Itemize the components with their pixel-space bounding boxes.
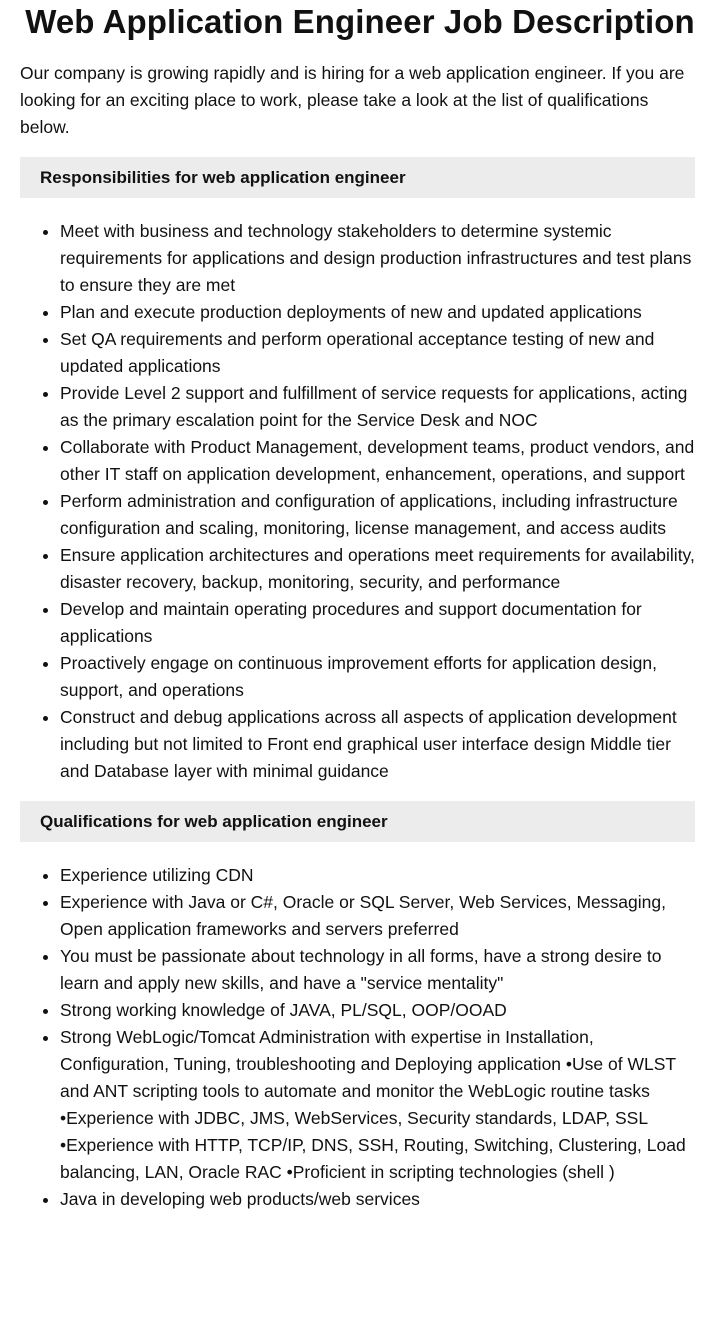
list-item: • Develop and maintain operating procedures and support documentation for applications xyxy=(60,596,700,650)
list-item: • Java in developing web products/web services xyxy=(60,1186,700,1213)
list-item: • Meet with business and technology stakeholders to determine systemic requirements for applications and design production infrastructures and test plans to ensure they are met xyxy=(60,218,700,299)
section-heading: Qualifications for web application engineer xyxy=(20,801,695,842)
list-item: • Plan and execute production deployments of new and updated applications xyxy=(60,299,700,326)
list-item: • Strong working knowledge of JAVA, PL/SQL, OOP/OOAD xyxy=(60,997,700,1024)
list-item: • Experience with Java or C#, Oracle or SQL Server, Web Services, Messaging, Open application frameworks and servers preferred xyxy=(60,889,700,943)
qualifications-section xyxy=(0,801,720,1213)
list-item: • Construct and debug applications across all aspects of application development including but not limited to Front end graphical user interface design Middle tier and Database layer with minimal guidance xyxy=(60,704,700,785)
list-item: • Experience utilizing CDN xyxy=(60,862,700,889)
list-item: • Strong WebLogic/Tomcat Administration with expertise in Installation, Configuration, Tuning, troubleshooting and Deploying application •Use of WLST and ANT scripting tools to automate and monitor the WebLogic routine tasks •Experience with JDBC, JMS, WebServices, Security standards, LDAP, SSL •Experience with HTTP, TCP/IP, DNS, SSH, Routing, Switching, Clustering, Load balancing, LAN, Oracle RAC •Proficient in scripting technologies (shell ) xyxy=(60,1024,700,1186)
responsibilities-list xyxy=(0,218,700,785)
responsibilities-section xyxy=(0,157,720,785)
qualifications-list xyxy=(0,862,700,1213)
list-item: • You must be passionate about technology in all forms, have a strong desire to learn and apply new skills, and have a "service mentality" xyxy=(60,943,700,997)
page-title: Web Application Engineer Job Description xyxy=(25,3,695,40)
list-item: • Provide Level 2 support and fulfillment of service requests for applications, acting as the primary escalation point for the Service Desk and NOC xyxy=(60,380,700,434)
intro-paragraph: Our company is growing rapidly and is hiring for a web application engineer. If you are looking for an exciting place to work, please take a look at the list of qualifications below. xyxy=(20,63,685,137)
list-item: • Perform administration and configuration of applications, including infrastructure configuration and scaling, monitoring, license management, and access audits xyxy=(60,488,700,542)
list-item: • Ensure application architectures and operations meet requirements for availability, disaster recovery, backup, monitoring, security, and performance xyxy=(60,542,700,596)
list-item: • Set QA requirements and perform operational acceptance testing of new and updated applications xyxy=(60,326,700,380)
section-heading: Responsibilities for web application engineer xyxy=(20,157,695,198)
list-item: • Collaborate with Product Management, development teams, product vendors, and other IT staff on application development, enhancement, operations, and support xyxy=(60,434,700,488)
list-item: • Proactively engage on continuous improvement efforts for application design, support, and operations xyxy=(60,650,700,704)
